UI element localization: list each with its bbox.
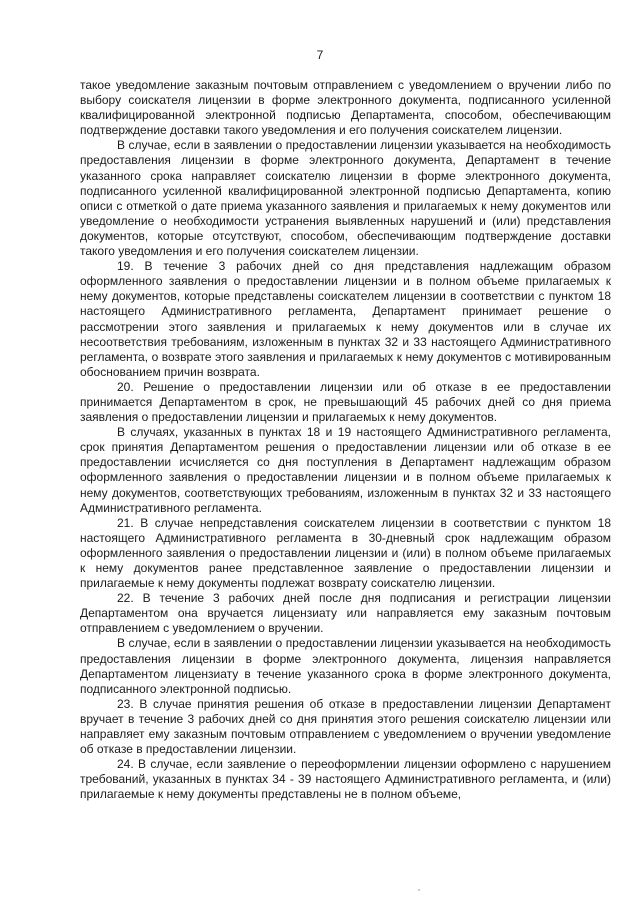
- paragraph-deadline-cases: В случаях, указанных в пунктах 18 и 19 настоящего Административного регламента, срок принятия Департаментом решения о предоставлении лицензии или об отказе в ее предоставлении исчисляется со дня поступления в Департамент надлежащим образом оформленного заявления о предоставлении лицензии и в полном объеме прилагаемых к нему документов, соответствующих требованиям, изложенным в пунктах 32 и 33 настоящего Административного регламента.: [80, 425, 611, 515]
- paragraph-item-24: 24. В случае, если заявление о переоформлении лицензии оформлено с нарушением требований, указанных в пунктах 34 - 39 настоящего Административного регламента, и (или) прилагаемые к нему документы представлены не в полном объеме,: [80, 757, 611, 802]
- scan-artifact: [418, 889, 420, 891]
- paragraph-item-23: 23. В случае принятия решения об отказе в предоставлении лицензии Департамент вручает в течение 3 рабочих дней со дня принятия этого решения соискателю лицензии или направляет ему заказным почтовым отправлением с уведомлением о вручении уведомление об отказе в предоставлении лицензии.: [80, 696, 611, 757]
- paragraph-electronic-notice: В случае, если в заявлении о предоставлении лицензии указывается на необходимость предоставления лицензии в форме электронного документа, Департамент в течение указанного срока направляет соискателю лицензии в форме электронного документа, подписанного усиленной квалифицированной электронной подписью Департамента, копию описи с отметкой о дате приема указанного заявления и прилагаемых к нему документов или уведомление о необходимости устранения выявленных нарушений и (или) представления документов, которые отсутствуют, способом, обеспечивающим подтверждение доставки такого уведомления и его получения соискателем лицензии.: [80, 138, 611, 259]
- paragraph-item-21: 21. В случае непредставления соискателем лицензии в соответствии с пунктом 18 настоящего Административного регламента в 30-дневный срок надлежащим образом оформленного заявления о предоставлении лицензии и (или) в полном объеме прилагаемых к нему документов ранее представленное заявление о предоставлении лицензии и прилагаемые к нему документы подлежат возврату соискателю лицензии.: [80, 515, 611, 591]
- paragraph-item-20: 20. Решение о предоставлении лицензии или об отказе в ее предоставлении принимается Департаментом в срок, не превышающий 45 рабочих дней со дня приема заявления о предоставлении лицензии и прилагаемых к нему документов.: [80, 379, 611, 425]
- paragraph-item-19: 19. В течение 3 рабочих дней со дня представления надлежащим образом оформленного заявления о предоставлении лицензии и в полном объеме прилагаемых к нему документов, которые представлены соискателем лицензии в соответствии с пунктом 18 настоящего Административного регламента, Департамент принимает решение о рассмотрении этого заявления и прилагаемых к нему документов или в случае их несоответствия требованиям, изложенным в пунктах 32 и 33 настоящего Административного регламента, о возврате этого заявления и прилагаемых к нему документов с мотивированным обоснованием причин возврата.: [80, 259, 611, 379]
- paragraph-item-22: 22. В течение 3 рабочих дней после дня подписания и регистрации лицензии Департаментом она вручается лицензиату или направляется ему заказным почтовым отправлением с уведомлением о вручении.: [80, 591, 611, 636]
- paragraph-electronic-license: В случае, если в заявлении о предоставлении лицензии указывается на необходимость предоставления лицензии в форме электронного документа, лицензия направляется Департаментом лицензиату в течение указанного срока в форме электронного документа, подписанного электронной подписью.: [80, 636, 611, 696]
- document-body: [80, 78, 611, 803]
- page-number: 7: [316, 48, 324, 62]
- paragraph-continuation: такое уведомление заказным почтовым отправлением с уведомлением о вручении либо по выбору соискателя лицензии в форме электронного документа, подписанного усиленной квалифицированной электронной подписью Департамента, способом, обеспечивающим подтверждение доставки такого уведомления и его получения соискателем лицензии.: [80, 78, 611, 138]
